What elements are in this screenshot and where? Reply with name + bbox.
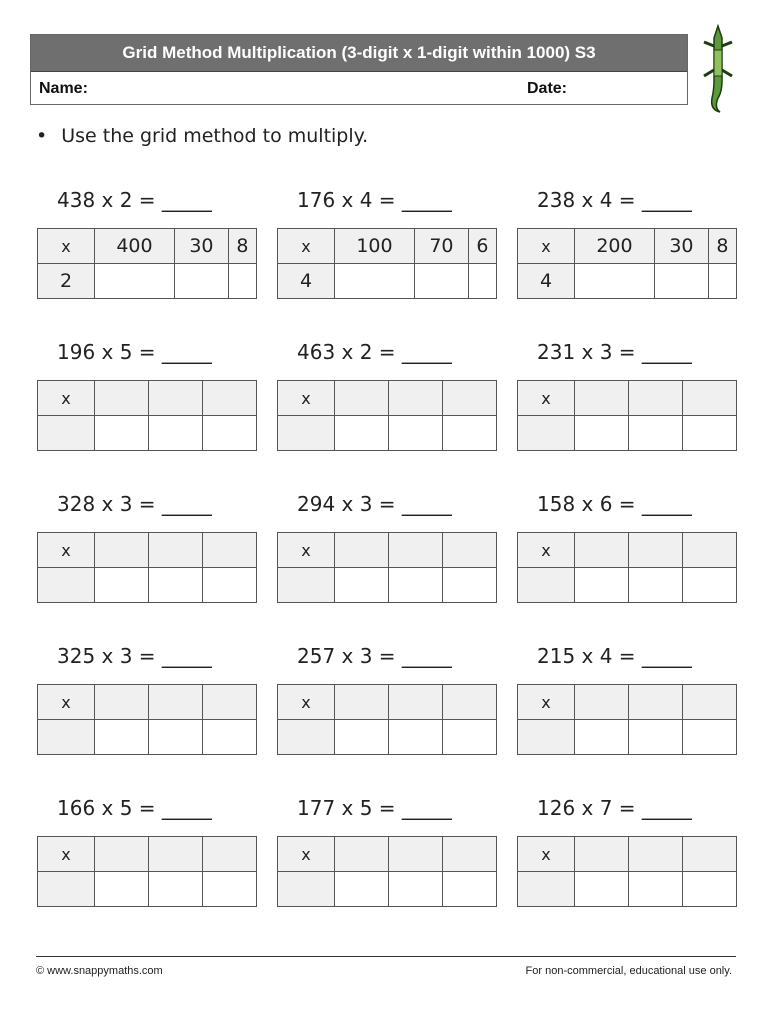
grid-answer-cell[interactable] — [174, 264, 228, 299]
grid-x-cell: x — [38, 685, 95, 720]
grid-x-cell: x — [518, 229, 575, 264]
grid-part-cell[interactable]: 30 — [174, 229, 228, 264]
grid-answer-cell[interactable] — [683, 568, 737, 603]
grid-answer-cell[interactable] — [149, 720, 203, 755]
multiplication-grid — [517, 684, 737, 755]
grid-answer-cell[interactable] — [335, 416, 389, 451]
grid-answer-cell[interactable] — [149, 568, 203, 603]
grid-part-cell[interactable] — [575, 533, 629, 568]
grid-part-cell[interactable] — [575, 685, 629, 720]
grid-answer-cell[interactable] — [95, 720, 149, 755]
problem-equation: 126 x 7 = _____ — [537, 796, 692, 820]
grid-multiplier-cell[interactable]: 2 — [38, 264, 95, 299]
problem-equation: 463 x 2 = _____ — [297, 340, 452, 364]
grid-part-cell[interactable]: 8 — [708, 229, 736, 264]
problem-equation: 231 x 3 = _____ — [537, 340, 692, 364]
multiplication-grid — [37, 836, 257, 907]
grid-part-cell[interactable] — [629, 381, 683, 416]
name-date-row — [31, 72, 687, 106]
problem — [277, 644, 497, 755]
grid-multiplier-cell[interactable]: 4 — [518, 264, 575, 299]
grid-multiplier-cell[interactable] — [278, 568, 335, 603]
multiplication-grid — [517, 380, 737, 451]
multiplication-grid — [37, 380, 257, 451]
multiplication-grid — [517, 228, 737, 299]
grid-x-cell: x — [38, 533, 95, 568]
grid-part-cell[interactable]: 8 — [228, 229, 256, 264]
grid-multiplier-cell[interactable] — [38, 872, 95, 907]
grid-part-cell[interactable] — [683, 685, 737, 720]
grid-x-cell: x — [278, 381, 335, 416]
grid-multiplier-cell[interactable] — [38, 416, 95, 451]
grid-answer-cell[interactable] — [443, 720, 497, 755]
multiplication-grid — [277, 532, 497, 603]
problem-equation: 325 x 3 = _____ — [57, 644, 212, 668]
grid-x-cell: x — [278, 533, 335, 568]
grid-answer-cell[interactable] — [335, 568, 389, 603]
grid-part-cell[interactable] — [443, 837, 497, 872]
grid-part-cell[interactable]: 400 — [95, 229, 175, 264]
grid-part-cell[interactable] — [149, 837, 203, 872]
footer-copyright: © www.snappymaths.com — [36, 965, 163, 977]
grid-part-cell[interactable] — [203, 381, 257, 416]
grid-answer-cell[interactable] — [629, 568, 683, 603]
grid-part-cell[interactable] — [575, 381, 629, 416]
grid-x-cell: x — [38, 381, 95, 416]
grid-answer-cell[interactable] — [683, 720, 737, 755]
problem — [517, 644, 737, 755]
grid-answer-cell[interactable] — [203, 872, 257, 907]
grid-x-cell: x — [278, 685, 335, 720]
grid-part-cell[interactable] — [95, 837, 149, 872]
grid-x-cell: x — [518, 837, 575, 872]
multiplication-grid — [517, 532, 737, 603]
grid-answer-cell[interactable] — [443, 568, 497, 603]
grid-answer-cell[interactable] — [708, 264, 736, 299]
grid-answer-cell[interactable] — [95, 264, 175, 299]
problem — [277, 796, 497, 907]
problem — [277, 340, 497, 451]
instruction-text: Use the grid method to multiply. — [61, 125, 369, 147]
grid-part-cell[interactable] — [203, 685, 257, 720]
instruction: • Use the grid method to multiply. — [36, 125, 369, 147]
grid-multiplier-cell[interactable] — [278, 720, 335, 755]
grid-multiplier-cell[interactable] — [518, 720, 575, 755]
worksheet-title: Grid Method Multiplication (3-digit x 1-digit within 1000) S3 — [31, 35, 687, 72]
grid-x-cell: x — [38, 229, 95, 264]
grid-answer-cell[interactable] — [629, 872, 683, 907]
grid-part-cell[interactable]: 200 — [575, 229, 655, 264]
grid-part-cell[interactable] — [629, 533, 683, 568]
grid-answer-cell[interactable] — [575, 264, 655, 299]
grid-part-cell[interactable]: 6 — [468, 229, 496, 264]
multiplication-grid — [277, 380, 497, 451]
grid-answer-cell[interactable] — [575, 720, 629, 755]
grid-answer-cell[interactable] — [228, 264, 256, 299]
grid-part-cell[interactable] — [683, 837, 737, 872]
grid-answer-cell[interactable] — [335, 720, 389, 755]
problem-equation: 238 x 4 = _____ — [537, 188, 692, 212]
grid-part-cell[interactable]: 70 — [414, 229, 468, 264]
grid-multiplier-cell[interactable] — [518, 416, 575, 451]
header-box — [30, 34, 688, 105]
grid-answer-cell[interactable] — [443, 872, 497, 907]
problem — [37, 492, 257, 603]
grid-answer-cell[interactable] — [629, 416, 683, 451]
grid-multiplier-cell[interactable] — [38, 720, 95, 755]
crocodile-logo-icon — [700, 24, 736, 116]
grid-part-cell[interactable] — [443, 381, 497, 416]
problem-equation: 257 x 3 = _____ — [297, 644, 452, 668]
grid-answer-cell[interactable] — [414, 264, 468, 299]
problem-equation: 158 x 6 = _____ — [537, 492, 692, 516]
grid-part-cell[interactable] — [389, 381, 443, 416]
grid-part-cell[interactable] — [335, 837, 389, 872]
grid-part-cell[interactable] — [389, 685, 443, 720]
grid-multiplier-cell[interactable]: 4 — [278, 264, 335, 299]
grid-answer-cell[interactable] — [389, 416, 443, 451]
grid-part-cell[interactable] — [443, 533, 497, 568]
multiplication-grid — [517, 836, 737, 907]
footer — [36, 956, 736, 977]
grid-x-cell: x — [518, 685, 575, 720]
grid-multiplier-cell[interactable] — [518, 872, 575, 907]
grid-answer-cell[interactable] — [335, 872, 389, 907]
grid-x-cell: x — [278, 837, 335, 872]
problem — [517, 796, 737, 907]
grid-answer-cell[interactable] — [389, 568, 443, 603]
grid-part-cell[interactable] — [389, 837, 443, 872]
grid-part-cell[interactable] — [203, 533, 257, 568]
grid-part-cell[interactable] — [149, 685, 203, 720]
grid-multiplier-cell[interactable] — [518, 568, 575, 603]
grid-part-cell[interactable] — [203, 837, 257, 872]
problem — [517, 492, 737, 603]
grid-part-cell[interactable] — [389, 533, 443, 568]
grid-answer-cell[interactable] — [95, 872, 149, 907]
multiplication-grid — [37, 228, 257, 299]
problem — [37, 188, 257, 299]
grid-part-cell[interactable]: 100 — [335, 229, 415, 264]
grid-part-cell[interactable] — [335, 381, 389, 416]
grid-part-cell[interactable] — [95, 685, 149, 720]
problem-equation: 177 x 5 = _____ — [297, 796, 452, 820]
problem-equation: 196 x 5 = _____ — [57, 340, 212, 364]
grid-x-cell: x — [518, 381, 575, 416]
multiplication-grid — [37, 684, 257, 755]
problem-equation: 215 x 4 = _____ — [537, 644, 692, 668]
grid-part-cell[interactable] — [575, 837, 629, 872]
grid-answer-cell[interactable] — [443, 416, 497, 451]
problem-equation: 328 x 3 = _____ — [57, 492, 212, 516]
grid-answer-cell[interactable] — [389, 720, 443, 755]
multiplication-grid — [37, 532, 257, 603]
problem-equation: 166 x 5 = _____ — [57, 796, 212, 820]
footer-notice: For non-commercial, educational use only. — [525, 965, 732, 977]
problem-equation: 176 x 4 = _____ — [297, 188, 452, 212]
problem — [37, 796, 257, 907]
name-label: Name: — [39, 80, 88, 97]
problem — [277, 492, 497, 603]
problem-equation: 438 x 2 = _____ — [57, 188, 212, 212]
grid-answer-cell[interactable] — [683, 872, 737, 907]
grid-answer-cell[interactable] — [468, 264, 496, 299]
grid-x-cell: x — [518, 533, 575, 568]
grid-answer-cell[interactable] — [575, 416, 629, 451]
grid-part-cell[interactable] — [335, 533, 389, 568]
grid-answer-cell[interactable] — [629, 720, 683, 755]
grid-part-cell[interactable]: 30 — [654, 229, 708, 264]
grid-part-cell[interactable] — [443, 685, 497, 720]
grid-part-cell[interactable] — [629, 685, 683, 720]
grid-answer-cell[interactable] — [335, 264, 415, 299]
grid-answer-cell[interactable] — [149, 872, 203, 907]
grid-answer-cell[interactable] — [95, 568, 149, 603]
grid-answer-cell[interactable] — [203, 720, 257, 755]
problem — [517, 340, 737, 451]
grid-part-cell[interactable] — [683, 533, 737, 568]
grid-part-cell[interactable] — [335, 685, 389, 720]
problem — [37, 340, 257, 451]
grid-part-cell[interactable] — [95, 381, 149, 416]
grid-answer-cell[interactable] — [95, 416, 149, 451]
grid-part-cell[interactable] — [683, 381, 737, 416]
problem-equation: 294 x 3 = _____ — [297, 492, 452, 516]
problem — [517, 188, 737, 299]
multiplication-grid — [277, 684, 497, 755]
grid-answer-cell[interactable] — [203, 568, 257, 603]
grid-part-cell[interactable] — [629, 837, 683, 872]
grid-multiplier-cell[interactable] — [38, 568, 95, 603]
multiplication-grid — [277, 836, 497, 907]
grid-x-cell: x — [38, 837, 95, 872]
grid-answer-cell[interactable] — [575, 568, 629, 603]
grid-answer-cell[interactable] — [654, 264, 708, 299]
grid-answer-cell[interactable] — [149, 416, 203, 451]
grid-answer-cell[interactable] — [203, 416, 257, 451]
grid-part-cell[interactable] — [149, 381, 203, 416]
problem — [277, 188, 497, 299]
grid-answer-cell[interactable] — [575, 872, 629, 907]
date-label: Date: — [527, 80, 568, 97]
grid-answer-cell[interactable] — [683, 416, 737, 451]
grid-part-cell[interactable] — [149, 533, 203, 568]
multiplication-grid — [277, 228, 497, 299]
problem — [37, 644, 257, 755]
grid-answer-cell[interactable] — [389, 872, 443, 907]
grid-multiplier-cell[interactable] — [278, 416, 335, 451]
grid-part-cell[interactable] — [95, 533, 149, 568]
grid-x-cell: x — [278, 229, 335, 264]
grid-multiplier-cell[interactable] — [278, 872, 335, 907]
